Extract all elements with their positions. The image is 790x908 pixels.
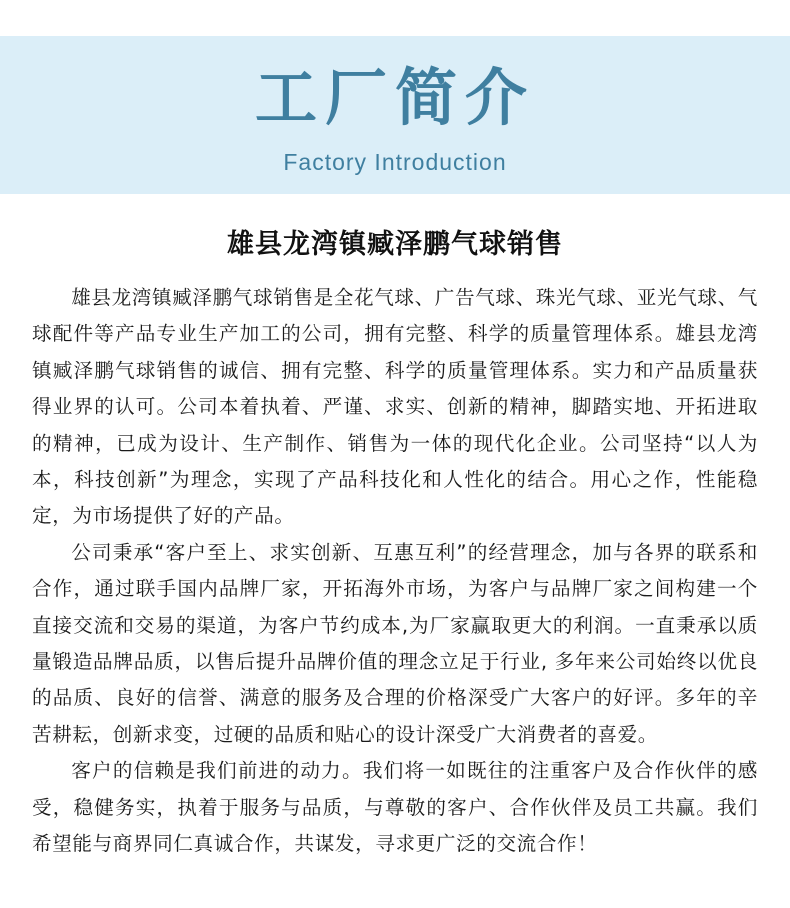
article-body — [0, 228, 790, 863]
article-paragraph-2: 公司秉承“客户至上、求实创新、互惠互利”的经营理念，加与各界的联系和合作，通过联手国内品牌厂家，开拓海外市场，为客户与品牌厂家之间构建一个直接交流和交易的渠道，为客户节约成本,为厂家赢取更大的利润。一直秉承以质量锻造品牌品质，以售后提升品牌价值的理念立足于行业, 多年来公司始终以优良的品质、良好的信誉、满意的服务及合理的价格深受广大客户的好评。多年的辛苦耕耘，创新求变，过硬的品质和贴心的设计深受广大消费者的喜爱。 — [32, 540, 758, 746]
company-name-heading: 雄县龙湾镇臧泽鹏气球销售 — [227, 229, 563, 260]
banner-subtitle: Factory Introduction — [283, 149, 507, 175]
article-paragraph-1: 雄县龙湾镇臧泽鹏气球销售是全花气球、广告气球、珠光气球、亚光气球、气球配件等产品专业生产加工的公司，拥有完整、科学的质量管理体系。雄县龙湾镇臧泽鹏气球销售的诚信、拥有完整、科学的质量管理体系。实力和产品质量获得业界的认可。公司本着执着、严谨、求实、创新的精神，脚踏实地、开拓进取的精神，已成为设计、生产制作、销售为一体的现代化企业。公司坚持“以人为本，科技创新”为理念，实现了产品科技化和人性化的结合。用心之作，性能稳定，为市场提供了好的产品。 — [32, 286, 758, 528]
section-banner — [0, 36, 790, 194]
banner-title: 工厂简介 — [254, 61, 535, 134]
article-paragraph-3: 客户的信赖是我们前进的动力。我们将一如既往的注重客户及合作伙伴的感受，稳健务实，执着于服务与品质，与尊敬的客户、合作伙伴及员工共赢。我们希望能与商界同仁真诚合作，共谋发，寻求更广泛的交流合作！ — [32, 759, 758, 856]
top-spacer — [0, 0, 790, 36]
